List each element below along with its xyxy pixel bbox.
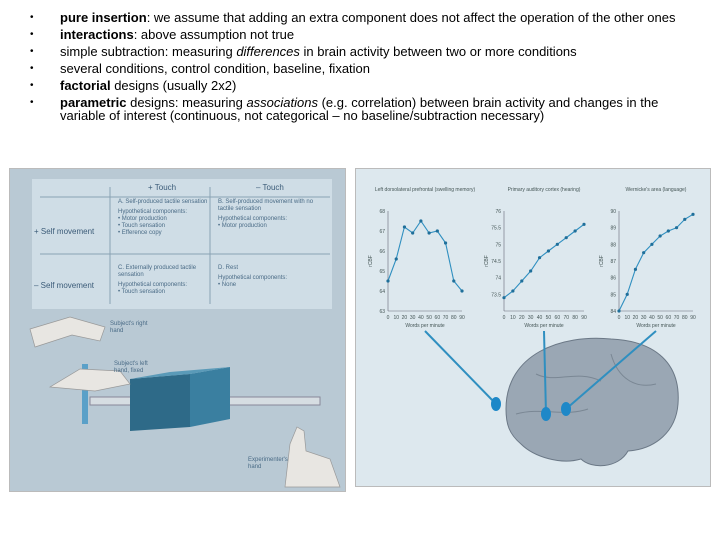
y-tick-label: 65 [379,269,385,275]
col-plus-touch: + Touch [148,183,177,192]
y-axis-label: rCBF [599,255,605,267]
x-tick-label: 50 [426,315,432,321]
x-tick-label: 90 [459,315,465,321]
y-tick-label: 90 [610,209,616,215]
data-point [460,289,463,292]
bullet-text: (e.g. correlation) between brain activity and changes in the variable of interest (continuous, not categorical – no baseline/subtraction necessary) [60,95,659,123]
data-point [667,229,670,232]
data-point [683,218,686,221]
bullet-glyph: • [30,12,34,23]
brain-outline [506,338,678,465]
label-experimenter: Experimenter's hand [248,457,288,470]
y-tick-label: 67 [379,229,385,235]
x-tick-label: 70 [673,315,680,321]
bullet-text: : above assumption not true [133,27,295,42]
chart-title: Wernicke's area (language) [625,187,687,193]
bullet-text: parametric [60,95,127,110]
y-tick-label: 73.5 [491,292,501,299]
x-tick-label: 0 [386,315,390,321]
x-tick-label: 40 [649,315,655,321]
data-point [411,231,414,234]
y-tick-label: 74.5 [491,259,501,265]
data-point [659,234,662,237]
y-tick-label: 88 [610,242,616,249]
data-point [395,257,398,260]
bullet-glyph: • [30,63,34,74]
bullet-glyph: • [30,29,34,40]
y-tick-label: 76 [495,209,501,215]
cell-d: D. Rest Hypothetical components: • None [218,265,288,288]
factorial-design-figure [9,168,346,492]
data-point [556,243,559,246]
data-point [403,225,406,228]
label-right-hand: Subject's right hand [110,321,148,334]
data-point [428,231,431,234]
y-axis-label: rCBF [484,255,490,267]
data-point [642,251,645,254]
bullet-text: simple subtraction: measuring [60,44,237,59]
y-tick-label: 87 [610,259,616,265]
label-left-hand: Subject's left hand, fixed [114,361,148,374]
x-tick-label: 30 [409,315,416,321]
data-point [574,229,577,232]
x-tick-label: 60 [554,315,561,321]
parametric-design-figure [355,168,711,487]
bullet-glyph: • [30,97,34,108]
data-point [419,219,422,222]
bullet-text: associations [246,95,318,110]
x-tick-label: 60 [665,315,672,321]
row-minus-self: – Self movement [34,281,95,290]
data-point [565,236,568,239]
x-tick-label: 10 [393,315,400,321]
cell-b: B. Self-produced movement with no tactile sensation Hypothetical components: • Motor production [218,199,314,229]
y-tick-label: 86 [610,275,616,282]
x-tick-label: 0 [502,315,506,321]
x-tick-label: 80 [681,315,688,321]
col-minus-touch: – Touch [256,183,284,192]
bullet-item [30,28,680,41]
data-point [691,213,694,216]
activation-spot [541,407,551,421]
x-tick-label: 40 [418,315,424,321]
data-point [520,279,523,282]
x-tick-label: 70 [442,315,449,321]
bullet-item [30,62,680,75]
bullet-glyph: • [30,80,34,91]
bullet-text: several conditions, control condition, baseline, fixation [60,61,371,76]
y-tick-label: 63 [379,309,385,315]
data-point [511,289,514,292]
y-tick-label: 64 [379,289,385,295]
data-point [617,309,620,312]
y-tick-label: 68 [379,209,385,215]
x-tick-label: 30 [640,315,647,321]
x-tick-label: 90 [581,315,587,321]
y-tick-label: 66 [379,249,385,255]
pointer-line [425,331,496,404]
x-tick-label: 0 [617,315,621,321]
bullet-text: factorial [60,78,111,93]
x-tick-label: 90 [690,315,696,321]
x-axis-label: Words per minute [524,323,564,329]
row-plus-self: + Self movement [34,227,95,236]
activation-spot [491,397,501,411]
parametric-charts [356,169,710,486]
x-tick-label: 20 [518,315,525,321]
bullet-text: : we assume that adding an extra component does not affect the operation of the other ones [146,10,676,25]
x-tick-label: 80 [450,315,457,321]
bullet-item [30,96,680,122]
data-point [502,296,505,299]
data-point [436,229,439,232]
bullet-list [30,11,680,126]
bullet-glyph: • [30,46,34,57]
data-point [452,279,455,282]
y-tick-label: 75 [495,242,501,249]
data-point [582,223,585,226]
y-tick-label: 74 [495,275,501,282]
bullet-item [30,79,680,92]
bullet-item [30,45,680,58]
series-line [504,224,584,297]
x-axis-label: Words per minute [636,323,676,329]
bullet-text: designs (usually 2x2) [110,78,237,93]
bullet-text: pure insertion [60,10,147,25]
bullet-text: differences [236,44,300,59]
bullet-text: interactions [60,27,134,42]
y-tick-label: 84 [610,309,616,315]
x-tick-label: 40 [536,315,543,321]
data-point [386,279,389,282]
x-tick-label: 60 [434,315,441,321]
x-tick-label: 50 [657,315,663,321]
bullet-text: designs: measuring [126,95,247,110]
activation-spot [561,402,571,416]
x-axis-label: Words per minute [405,323,445,329]
data-point [547,249,550,252]
chart-title: Primary auditory cortex (hearing) [507,187,581,193]
data-point [444,241,447,244]
series-line [619,214,693,311]
y-axis-label: rCBF [368,255,374,267]
x-tick-label: 20 [401,315,408,321]
data-point [650,243,653,246]
x-tick-label: 70 [563,315,570,321]
x-tick-label: 30 [527,315,534,321]
x-tick-label: 10 [510,315,516,321]
x-tick-label: 80 [572,315,578,321]
data-point [529,269,532,272]
chart-title: Left dorsolateral prefrontal (swelling memory) [374,187,476,193]
y-tick-label: 85 [610,292,616,299]
data-point [675,226,678,229]
series-line [388,221,462,291]
x-tick-label: 10 [624,315,631,321]
x-tick-label: 50 [545,315,552,321]
data-point [634,268,637,271]
apparatus-illustration [10,169,345,491]
bullet-item [30,11,680,24]
data-point [626,293,629,296]
bullet-text: in brain activity between two or more conditions [299,44,577,59]
x-tick-label: 20 [632,315,639,321]
y-tick-label: 75.5 [491,225,501,232]
cell-c: C. Externally produced tactile sensation Hypothetical components: • Touch sensation [118,265,197,295]
cell-a: A. Self-produced tactile sensation Hypothetical components: • Motor production • Touch sensation • Efference copy [118,199,208,236]
y-tick-label: 89 [610,225,616,232]
data-point [538,256,541,259]
